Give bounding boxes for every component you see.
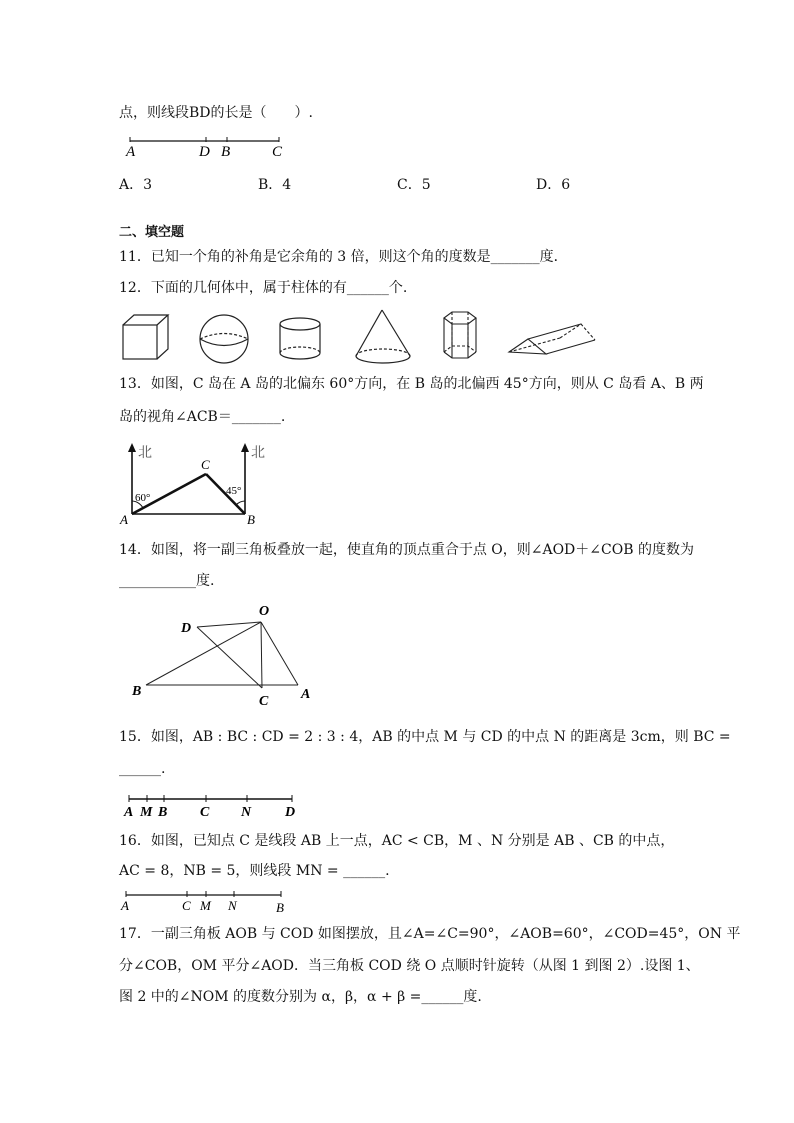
north-label-a: 北 bbox=[138, 446, 152, 461]
q10-option-b: B．4 bbox=[258, 177, 292, 193]
q13-line2: 岛的视角∠ACB＝_______. bbox=[119, 409, 286, 425]
q16-label-a: A bbox=[121, 898, 129, 913]
q17-line2: 分∠COB，OM 平分∠AOD．当三角板 COD 绕 O 点顺时针旋转（从图 1 到图 2）.设图 1、 bbox=[119, 958, 700, 974]
q11-text: 11．已知一个角的补角是它余角的 3 倍，则这个角的度数是_______度． bbox=[119, 249, 568, 265]
q13-label-b: B bbox=[247, 512, 255, 527]
q10-segment-figure bbox=[122, 134, 322, 164]
north-label-b: 北 bbox=[251, 446, 265, 461]
q16-label-c: C bbox=[182, 898, 191, 913]
q15-label-d: D bbox=[285, 805, 296, 818]
q16-segment-figure bbox=[119, 888, 299, 914]
q10-label-a: A bbox=[126, 144, 136, 160]
q15-label-c: C bbox=[200, 805, 210, 818]
q16-label-n: N bbox=[228, 898, 237, 913]
cube-figure bbox=[123, 315, 168, 359]
q15-line2: ______. bbox=[119, 761, 166, 777]
q14-line1: 14．如图，将一副三角板叠放一起，使直角的顶点重合于点 O，则∠AOD＋∠COB 的度数为 bbox=[119, 542, 694, 558]
q14-label-c: C bbox=[259, 694, 269, 709]
q10-label-c: C bbox=[272, 144, 283, 160]
q14-label-a: A bbox=[301, 687, 311, 702]
q14-triangles-figure bbox=[128, 600, 328, 710]
sphere-figure bbox=[200, 315, 248, 363]
q15-label-b: B bbox=[158, 805, 168, 818]
q10-stem: 点，则线段BD的长是（ ）. bbox=[119, 105, 313, 121]
q15-label-n: N bbox=[241, 805, 252, 818]
q10-option-a: A．3 bbox=[119, 177, 153, 193]
q16-label-b: B bbox=[276, 900, 284, 914]
q16-line1: 16．如图，已知点 C 是线段 AB 上一点，AC < CB，M 、N 分别是 AB 、CB 的中点， bbox=[119, 833, 675, 849]
q14-label-d: D bbox=[181, 621, 192, 636]
q10-label-b: B bbox=[221, 144, 231, 160]
q14-line2: ___________度. bbox=[119, 573, 215, 589]
hexagonal-prism-figure bbox=[444, 312, 476, 358]
cone-figure bbox=[356, 310, 410, 363]
q12-text: 12．下面的几何体中，属于柱体的有______个. bbox=[119, 280, 408, 296]
q13-line1: 13．如图，C 岛在 A 岛的北偏东 60°方向，在 B 岛的北偏西 45°方向，则从 C 岛看 A、B 两 bbox=[119, 376, 704, 392]
angle-60-label: 60° bbox=[135, 492, 151, 504]
q12-solids-figure bbox=[118, 308, 608, 368]
q15-segment-figure bbox=[120, 792, 310, 818]
q13-label-c: C bbox=[201, 457, 210, 472]
section-title: 二、填空题 bbox=[119, 225, 185, 240]
q13-direction-figure bbox=[118, 438, 288, 528]
q10-option-c: C．5 bbox=[397, 177, 431, 193]
triangular-prism-figure bbox=[509, 324, 595, 354]
q14-label-o: O bbox=[259, 604, 270, 619]
q14-label-b: B bbox=[132, 684, 142, 699]
q17-line1: 17．一副三角板 AOB 与 COD 如图摆放，且∠A=∠C=90°，∠AOB=60°，∠COD=45°，ON 平 bbox=[119, 926, 741, 942]
q10-label-d: D bbox=[199, 144, 210, 160]
q16-line2: AC = 8，NB = 5，则线段 MN = ______. bbox=[119, 863, 390, 879]
q16-label-m: M bbox=[200, 898, 211, 913]
q15-label-a: A bbox=[124, 805, 134, 818]
angle-45-label: 45° bbox=[226, 485, 242, 497]
q13-label-a: A bbox=[120, 512, 128, 527]
q15-line1: 15．如图，AB : BC : CD = 2 : 3 : 4，AB 的中点 M 与 CD 的中点 N 的距离是 3cm，则 BC = bbox=[119, 729, 731, 745]
q15-label-m: M bbox=[140, 805, 153, 818]
q10-option-d: D．6 bbox=[536, 177, 571, 193]
cylinder-figure bbox=[280, 318, 320, 359]
q17-line3: 图 2 中的∠NOM 的度数分别为 α，β，α + β =______度. bbox=[119, 989, 482, 1005]
